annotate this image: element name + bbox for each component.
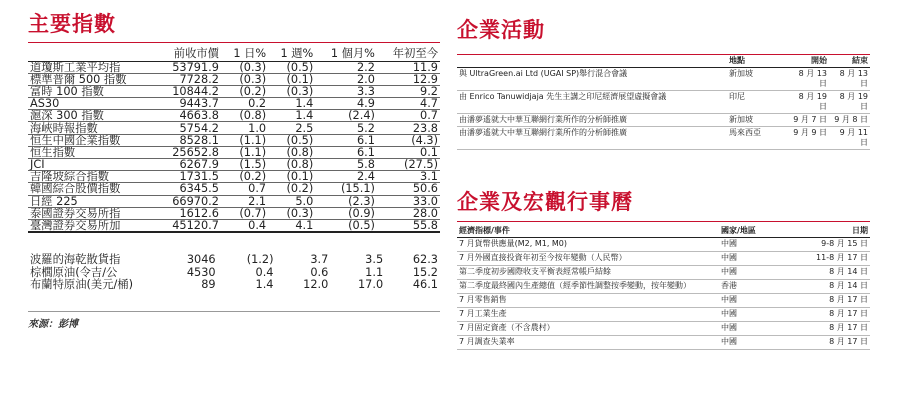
events-title-rule	[457, 54, 870, 55]
index-1w: (0.5)	[268, 61, 315, 73]
index-ytd: 33.0	[377, 195, 440, 207]
calendar-title: 企業及宏觀行事曆	[457, 190, 633, 214]
index-name: 臺灣證券交易所加	[28, 219, 156, 232]
index-row	[28, 219, 440, 232]
calendar-event: 7 月零售銷售	[457, 293, 719, 307]
calendar-country: 香港	[719, 279, 799, 293]
index-row	[28, 73, 440, 85]
calendar-row	[457, 279, 870, 293]
index-name: 滬深 300 指數	[28, 110, 156, 122]
commodities-table	[28, 254, 440, 292]
event-row	[457, 126, 870, 149]
index-1d: (0.2)	[221, 85, 268, 97]
commodity-1d: (1.2)	[246, 253, 274, 266]
calendar-event: 7 月工業生產	[457, 307, 719, 321]
index-name: 韓國綜合股價指數	[28, 183, 156, 195]
index-1d: (0.2)	[221, 171, 268, 183]
index-row	[28, 171, 440, 183]
commodity-ytd: 62.3	[412, 253, 438, 266]
index-1m: 4.9	[315, 98, 377, 110]
index-row	[28, 98, 440, 110]
commodity-1m: 17.0	[357, 278, 384, 291]
commodity-row	[28, 254, 440, 267]
index-ytd: 11.9	[377, 61, 440, 73]
calendar-event: 7 月固定資產（不含農村）	[457, 321, 719, 335]
index-name: 海峽時報指數	[28, 122, 156, 134]
events-header-start: 開始	[787, 56, 829, 67]
calendar-header-event: 經濟指標/事件	[457, 225, 719, 237]
event-start: 9 月 7 日	[787, 113, 829, 126]
index-ytd: 50.6	[377, 183, 440, 195]
index-row	[28, 183, 440, 195]
index-1d: (1.5)	[221, 159, 268, 171]
event-row	[457, 67, 870, 90]
index-1w: (0.3)	[268, 207, 315, 219]
index-name: 日經 225	[28, 195, 156, 207]
index-1m: (15.1)	[315, 183, 377, 195]
index-ytd: 0.7	[377, 110, 440, 122]
index-1d: (0.3)	[221, 61, 268, 73]
calendar-date: 9-8 月 15 日	[799, 237, 870, 251]
indices-table	[28, 47, 440, 233]
commodity-ytd: 15.2	[412, 265, 438, 279]
index-1d: 0.4	[221, 219, 268, 232]
index-1m: 2.0	[315, 73, 377, 85]
indices-header-ytd: 年初至今	[377, 47, 440, 61]
calendar-row	[457, 237, 870, 251]
commodity-close: 3046	[186, 253, 216, 266]
index-row	[28, 122, 440, 134]
index-row	[28, 159, 440, 171]
index-ytd: 55.8	[377, 219, 440, 232]
index-1m: 6.1	[315, 134, 377, 146]
index-name: 道瓊斯工業平均指	[28, 61, 156, 73]
index-1d: (0.7)	[221, 207, 268, 219]
commodity-1d: 0.4	[255, 265, 274, 279]
commodity-row	[28, 279, 440, 292]
index-1m: 2.4	[315, 171, 377, 183]
calendar-date: 8 月 17 日	[799, 335, 870, 349]
event-row	[457, 90, 870, 113]
events-table	[457, 56, 870, 150]
calendar-event: 7 月外國直接投資年初至今按年變動（人民幣）	[457, 251, 719, 265]
calendar-header-country: 國家/地區	[719, 225, 799, 237]
index-1d: (1.1)	[221, 134, 268, 146]
indices-header-1w: 1 週%	[268, 47, 315, 61]
calendar-country: 中國	[719, 321, 799, 335]
calendar-date: 8 月 17 日	[799, 307, 870, 321]
index-1d: 0.2	[221, 98, 268, 110]
index-row	[28, 146, 440, 158]
index-close: 8528.1	[156, 134, 221, 146]
index-ytd: 3.1	[377, 171, 440, 183]
index-close: 5754.2	[156, 122, 221, 134]
calendar-row	[457, 335, 870, 349]
index-name: 標準普爾 500 指數	[28, 73, 156, 85]
calendar-country: 中國	[719, 335, 799, 349]
event-location: 新加坡	[727, 67, 787, 90]
calendar-row	[457, 251, 870, 265]
index-close: 9443.7	[156, 98, 221, 110]
event-description: 由 Enrico Tanuwidjaja 先生主講之印尼經濟展望虛擬會議	[457, 90, 727, 113]
commodity-close: 89	[201, 278, 216, 291]
index-name: 恒生中國企業指數	[28, 134, 156, 146]
event-location: 馬來西亞	[727, 126, 787, 149]
index-ytd: 23.8	[377, 122, 440, 134]
events-title: 企業活動	[457, 18, 545, 42]
index-ytd: 0.1	[377, 146, 440, 158]
index-1m: 5.8	[315, 159, 377, 171]
index-1w: 4.1	[268, 219, 315, 232]
index-1w: (0.5)	[268, 134, 315, 146]
commodity-1m: 1.1	[365, 265, 384, 279]
index-close: 53791.9	[156, 61, 221, 73]
calendar-country: 中國	[719, 307, 799, 321]
index-row	[28, 110, 440, 122]
commodity-ytd: 46.1	[412, 278, 438, 291]
indices-header-1m: 1 個月%	[315, 47, 377, 61]
calendar-table	[457, 225, 870, 350]
index-close: 7728.2	[156, 73, 221, 85]
index-1m: (0.5)	[315, 219, 377, 232]
index-close: 6345.5	[156, 183, 221, 195]
events-header-location: 地點	[727, 56, 787, 67]
calendar-row	[457, 293, 870, 307]
calendar-title-rule	[457, 221, 870, 222]
source-rule	[28, 311, 440, 312]
source-note: 來源：彭博	[28, 319, 78, 330]
index-close: 1612.6	[156, 207, 221, 219]
event-start: 8 月 13 日	[787, 67, 829, 90]
index-ytd: 28.0	[377, 207, 440, 219]
index-1m: 3.3	[315, 85, 377, 97]
commodity-name: 波羅的海乾散貨指	[30, 253, 121, 266]
event-description: 由潘夢遙就大中華互聯網行業所作的分析師推廣	[457, 113, 727, 126]
indices-header-row	[28, 47, 440, 61]
index-1m: (0.9)	[315, 207, 377, 219]
index-1w: (0.3)	[268, 85, 315, 97]
indices-title: 主要指數	[28, 12, 116, 36]
index-close: 6267.9	[156, 159, 221, 171]
index-ytd: 9.2	[377, 85, 440, 97]
index-close: 4663.8	[156, 110, 221, 122]
index-ytd: (4.3)	[377, 134, 440, 146]
commodity-1m: 3.5	[365, 253, 384, 266]
indices-header-1d: 1 日%	[221, 47, 268, 61]
index-row	[28, 207, 440, 219]
index-1m: 2.2	[315, 61, 377, 73]
events-header-end: 結束	[829, 56, 870, 67]
index-ytd: 12.9	[377, 73, 440, 85]
index-1w: 1.4	[268, 98, 315, 110]
commodity-name: 布蘭特原油(美元/桶)	[30, 278, 133, 291]
index-close: 1731.5	[156, 171, 221, 183]
calendar-country: 中國	[719, 237, 799, 251]
index-1m: (2.3)	[315, 195, 377, 207]
calendar-event: 第二季度初步國際收支平衡表經常帳戶結餘	[457, 265, 719, 279]
commodity-1w: 0.6	[310, 265, 329, 279]
calendar-date: 8 月 17 日	[799, 293, 870, 307]
calendar-country: 中國	[719, 265, 799, 279]
index-row	[28, 195, 440, 207]
index-1w: (0.8)	[268, 159, 315, 171]
commodity-1w: 12.0	[303, 278, 329, 291]
index-close: 66970.2	[156, 195, 221, 207]
calendar-country: 中國	[719, 251, 799, 265]
commodity-name: 棕櫚原油(令吉/公	[30, 265, 118, 279]
event-start: 9 月 9 日	[787, 126, 829, 149]
index-1w: 5.0	[268, 195, 315, 207]
commodity-1d: 1.4	[255, 278, 274, 291]
indices-header-close: 前收市價	[156, 47, 221, 61]
index-row	[28, 61, 440, 73]
index-1m: (2.4)	[315, 110, 377, 122]
calendar-row	[457, 307, 870, 321]
calendar-row	[457, 321, 870, 335]
index-1m: 5.2	[315, 122, 377, 134]
events-header-event	[457, 56, 727, 67]
calendar-date: 11-8 月 17 日	[799, 251, 870, 265]
index-close: 25652.8	[156, 146, 221, 158]
index-row	[28, 134, 440, 146]
calendar-country: 中國	[719, 293, 799, 307]
index-name: AS30	[28, 98, 156, 110]
index-1d: (0.8)	[221, 110, 268, 122]
calendar-header-row	[457, 225, 870, 237]
calendar-date: 8 月 14 日	[799, 279, 870, 293]
index-1d: 0.7	[221, 183, 268, 195]
event-end: 8 月 13 日	[829, 67, 870, 90]
commodity-1w: 3.7	[310, 253, 329, 266]
index-1w: (0.8)	[268, 146, 315, 158]
events-header-row	[457, 56, 870, 67]
index-1d: 2.1	[221, 195, 268, 207]
index-1m: 6.1	[315, 146, 377, 158]
index-name: 吉隆坡綜合指數	[28, 171, 156, 183]
calendar-row	[457, 265, 870, 279]
index-1w: (0.1)	[268, 171, 315, 183]
index-name: 富時 100 指數	[28, 85, 156, 97]
index-1d: 1.0	[221, 122, 268, 134]
index-name: JCI	[28, 159, 156, 171]
index-1d: (1.1)	[221, 146, 268, 158]
index-ytd: 4.7	[377, 98, 440, 110]
event-row	[457, 113, 870, 126]
index-name: 泰國證券交易所指	[28, 207, 156, 219]
event-location: 新加坡	[727, 113, 787, 126]
indices-title-rule	[28, 42, 440, 43]
index-1d: (0.3)	[221, 73, 268, 85]
event-location: 印尼	[727, 90, 787, 113]
event-end: 9 月 11 日	[829, 126, 870, 149]
event-description: 與 UltraGreen.ai Ltd (UGAI SP)舉行混合會議	[457, 67, 727, 90]
index-1w: 1.4	[268, 110, 315, 122]
calendar-event: 7 月調查失業率	[457, 335, 719, 349]
index-ytd: (27.5)	[377, 159, 440, 171]
index-1w: (0.2)	[268, 183, 315, 195]
index-1w: (0.1)	[268, 73, 315, 85]
calendar-header-date: 日期	[799, 225, 870, 237]
index-row	[28, 85, 440, 97]
index-close: 10844.2	[156, 85, 221, 97]
index-name: 恒生指數	[28, 146, 156, 158]
calendar-date: 8 月 17 日	[799, 321, 870, 335]
indices-header-name	[28, 47, 156, 61]
calendar-event: 第二季度最終國內生產總值（經季節性調整按季變動，按年變動）	[457, 279, 719, 293]
calendar-event: 7 月貨幣供應量(M2, M1, M0)	[457, 237, 719, 251]
index-close: 45120.7	[156, 219, 221, 232]
event-start: 8 月 19 日	[787, 90, 829, 113]
commodity-close: 4530	[186, 265, 216, 279]
event-description: 由潘夢遙就大中華互聯網行業所作的分析師推廣	[457, 126, 727, 149]
index-1w: 2.5	[268, 122, 315, 134]
event-end: 8 月 19 日	[829, 90, 870, 113]
event-end: 9 月 8 日	[829, 113, 870, 126]
calendar-date: 8 月 14 日	[799, 265, 870, 279]
